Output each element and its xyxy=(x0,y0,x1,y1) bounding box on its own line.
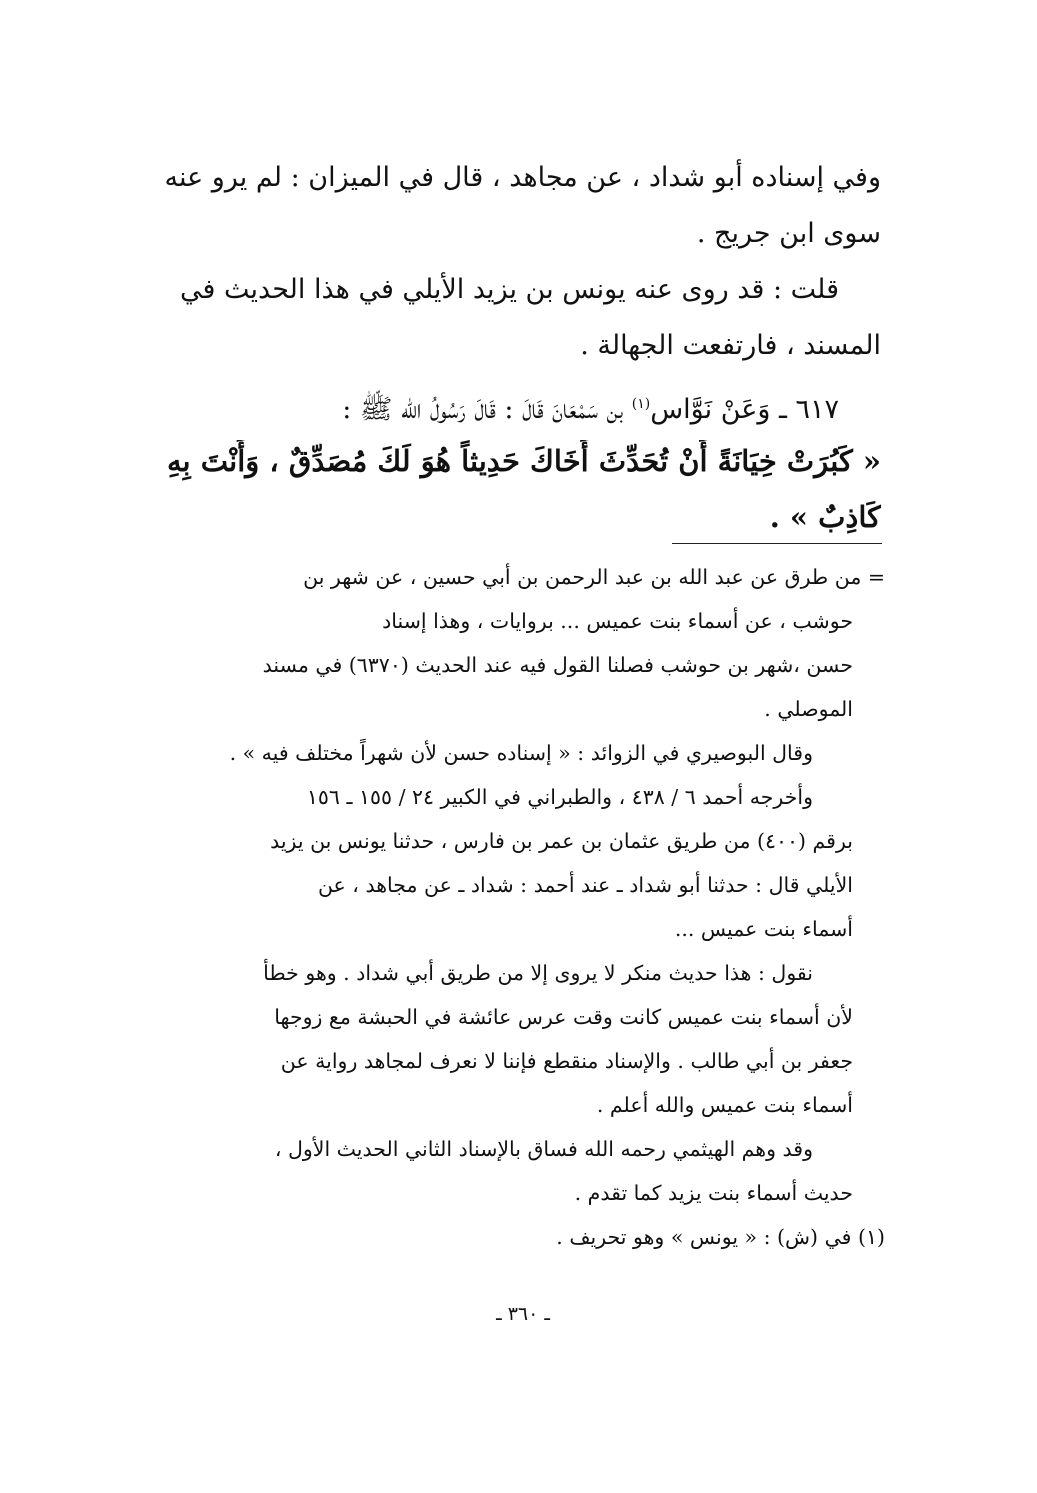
hadith-intro xyxy=(153,384,881,426)
footnote-line: وقد وهم الهيثمي رحمه الله فساق بالإسناد الثاني الحديث الأول ، xyxy=(274,1137,813,1161)
page-number: ـ ٣٦٠ ـ xyxy=(496,1303,550,1325)
footnote-line: الموصلي . xyxy=(764,697,853,721)
footnote-line: أسماء بنت عميس والله أعلم . xyxy=(596,1093,853,1117)
footnote-separator xyxy=(672,543,882,544)
main-text-line: المسند ، فارتفعت الجهالة . xyxy=(580,330,881,361)
footnote-line: نقول : هذا حديث منكر لا يروى إلا من طريق أبي شداد . وهو خطأ xyxy=(263,961,813,985)
footnote-line: = من طرق عن عبد الله بن عبد الرحمن بن أبي حسين ، عن شهر بن xyxy=(303,565,885,589)
footnote-line: الأيلي قال : حدثنا أبو شداد ـ عند أحمد : شداد ـ عن مجاهد ، عن xyxy=(317,873,853,897)
footnote-line: لأن أسماء بنت عميس كانت وقت عرس عائشة في الحبشة مع زوجها xyxy=(274,1005,853,1029)
main-text-line: وفي إسناده أبو شداد ، عن مجاهد ، قال في الميزان : لم يرو عنه xyxy=(164,162,881,193)
hadith-intro-start: ٦١٧ ـ وَعَنْ نَوَّاس xyxy=(650,394,839,425)
main-text-line: قلت : قد روى عنه يونس بن يزيد الأيلي في هذا الحديث في xyxy=(180,274,839,305)
footnote-line: حسن ،شهر بن حوشب فصلنا القول فيه عند الحديث (٦٣٧٠) في مسند xyxy=(262,653,853,677)
hadith-text-line: « كَبُرَتْ خِيَانَةً أَنْ تُحَدِّثَ أَخَاكَ حَدِيثاً هُوَ لَكَ مُصَدِّقٌ ، وَأَنْتَ بِهِ xyxy=(166,444,881,478)
footnote-line: برقم (٤٠٠) من طريق عثمان بن عمر بن فارس ، حدثنا يونس بن يزيد xyxy=(270,829,853,853)
footnote-ref-1: (١) xyxy=(631,396,651,412)
footnote-line: وقال البوصيري في الزوائد : « إسناده حسن لأن شهراً مختلف فيه » . xyxy=(229,741,813,765)
footnote-line: حوشب ، عن أسماء بنت عميس ... بروايات ، وهذا إسناد xyxy=(382,609,853,633)
footnote-line: حديث أسماء بنت يزيد كما تقدم . xyxy=(574,1181,853,1205)
footnote-line: وأخرجه أحمد ٦ / ٤٣٨ ، والطبراني في الكبير ٢٤ / ١٥٥ ـ ١٥٦ xyxy=(306,785,813,809)
hadith-intro-end: بن سَمْعَانَ قَالَ : قَالَ رَسُولُ الله ﷺ : xyxy=(342,394,632,425)
footnote-line: أسماء بنت عميس ... xyxy=(674,917,853,941)
hadith-text-line: كَاذِبٌ » . xyxy=(769,500,881,534)
footnote-line: (١) في (ش) : « يونس » وهو تحريف . xyxy=(556,1225,885,1249)
footnote-line: جعفر بن أبي طالب . والإسناد منقطع فإننا لا نعرف لمجاهد رواية عن xyxy=(280,1049,853,1073)
main-text-line: سوى ابن جريج . xyxy=(696,218,881,249)
